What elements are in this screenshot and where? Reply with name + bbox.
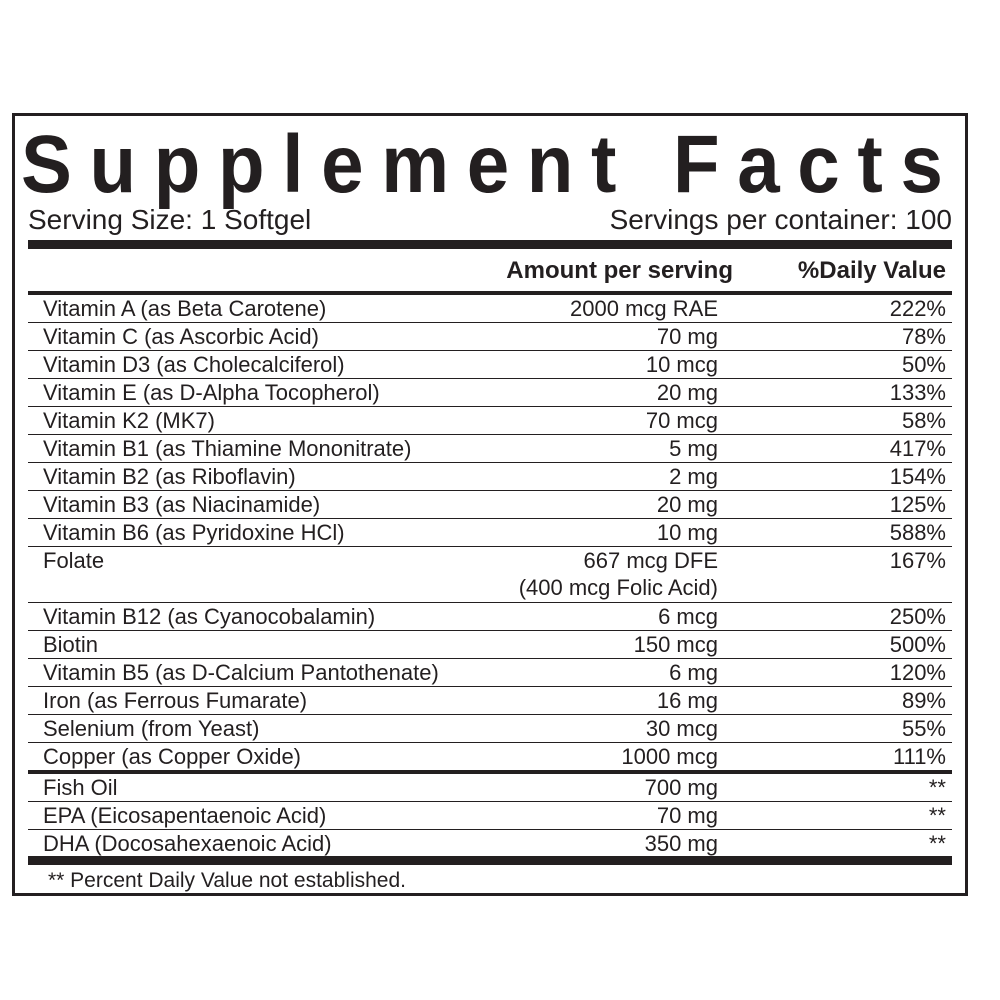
- nutrient-name: Vitamin B2 (as Riboflavin): [43, 464, 296, 489]
- nutrient-amount: 10 mg: [656, 520, 718, 545]
- nutrient-name: Fish Oil: [43, 775, 118, 800]
- table-row: [28, 631, 952, 659]
- nutrient-daily-value: 78%: [901, 324, 946, 349]
- nutrient-name: Iron (as Ferrous Fumarate): [43, 688, 308, 713]
- nutrient-daily-value: 133%: [889, 380, 946, 405]
- table-row: [28, 323, 952, 351]
- table-row: [28, 715, 952, 743]
- nutrient-amount-detail: (400 mcg Folic Acid): [518, 575, 718, 600]
- nutrient-daily-value: 89%: [901, 688, 946, 713]
- daily-value-column-header: %Daily Value: [797, 257, 946, 284]
- nutrient-amount: 20 mg: [656, 380, 718, 405]
- nutrient-daily-value: 55%: [901, 716, 946, 741]
- table-row: [28, 435, 952, 463]
- column-header-row: [28, 255, 952, 287]
- nutrient-amount: 70 mg: [656, 324, 718, 349]
- nutrient-name: Vitamin B12 (as Cyanocobalamin): [43, 604, 376, 629]
- nutrient-daily-value: 222%: [889, 296, 946, 321]
- nutrient-amount: 350 mg: [644, 831, 718, 856]
- footnote: ** Percent Daily Value not established.: [48, 869, 406, 892]
- nutrient-name: Vitamin B5 (as D-Calcium Pantothenate): [43, 660, 439, 685]
- nutrient-name: Vitamin B6 (as Pyridoxine HCl): [43, 520, 345, 545]
- nutrient-amount: 667 mcg DFE: [583, 548, 718, 573]
- table-row: [28, 379, 952, 407]
- nutrient-amount: 70 mcg: [645, 408, 718, 433]
- nutrient-daily-value: 58%: [901, 408, 946, 433]
- bottom-divider-bar: [28, 856, 952, 865]
- table-row: [28, 830, 952, 858]
- table-row: [28, 491, 952, 519]
- nutrient-name: Vitamin D3 (as Cholecalciferol): [43, 352, 345, 377]
- table-row: [28, 463, 952, 491]
- table-row: [28, 802, 952, 830]
- nutrient-daily-value: 167%: [889, 548, 946, 573]
- table-row: [28, 351, 952, 379]
- nutrient-name: Vitamin B3 (as Niacinamide): [43, 492, 321, 517]
- nutrient-daily-value: 417%: [889, 436, 946, 461]
- nutrient-daily-value: 500%: [889, 632, 946, 657]
- nutrient-table: [28, 295, 952, 858]
- nutrient-amount: 16 mg: [656, 688, 718, 713]
- nutrient-amount: 2000 mcg RAE: [570, 296, 718, 321]
- nutrient-name: EPA (Eicosapentaenoic Acid): [43, 803, 327, 828]
- serving-info: [28, 202, 952, 238]
- table-row: [28, 519, 952, 547]
- nutrient-amount: 700 mg: [644, 775, 718, 800]
- supplement-facts-panel: [12, 113, 968, 896]
- nutrient-daily-value: 50%: [901, 352, 946, 377]
- nutrient-amount: 2 mg: [669, 464, 718, 489]
- nutrient-daily-value: 120%: [889, 660, 946, 685]
- nutrient-name: Copper (as Copper Oxide): [43, 744, 302, 769]
- table-row: [28, 295, 952, 323]
- nutrient-amount: 5 mg: [669, 436, 718, 461]
- table-row: [28, 774, 952, 802]
- nutrient-amount: 70 mg: [656, 803, 718, 828]
- nutrient-name: Vitamin A (as Beta Carotene): [43, 296, 327, 321]
- table-row: [28, 687, 952, 715]
- table-row: [28, 743, 952, 774]
- nutrient-daily-value: 154%: [889, 464, 946, 489]
- panel-title: Supplement Facts: [21, 119, 961, 210]
- nutrient-daily-value: 250%: [889, 604, 946, 629]
- nutrient-amount: 30 mcg: [645, 716, 718, 741]
- amount-column-header: Amount per serving: [506, 257, 733, 284]
- nutrient-name: Folate: [43, 548, 105, 573]
- nutrient-name: Vitamin K2 (MK7): [43, 408, 215, 433]
- serving-size: Serving Size: 1 Softgel: [28, 204, 312, 235]
- nutrient-amount: 10 mcg: [645, 352, 718, 377]
- nutrient-name: DHA (Docosahexaenoic Acid): [43, 831, 332, 856]
- nutrient-daily-value: 588%: [889, 520, 946, 545]
- nutrient-amount: 1000 mcg: [621, 744, 718, 769]
- nutrient-name: Vitamin E (as D-Alpha Tocopherol): [43, 380, 380, 405]
- nutrient-amount: 150 mcg: [633, 632, 718, 657]
- table-row: [28, 603, 952, 631]
- top-divider-bar: [28, 240, 952, 249]
- nutrient-amount: 6 mg: [669, 660, 718, 685]
- table-row: [28, 547, 952, 603]
- nutrient-daily-value: **: [928, 803, 946, 828]
- nutrient-daily-value: 125%: [889, 492, 946, 517]
- nutrient-daily-value: **: [928, 831, 946, 856]
- servings-per-container: Servings per container: 100: [609, 204, 952, 235]
- nutrient-daily-value: 111%: [892, 744, 946, 769]
- table-row: [28, 407, 952, 435]
- nutrient-amount: 20 mg: [656, 492, 718, 517]
- nutrient-name: Biotin: [43, 632, 99, 657]
- nutrient-amount: 6 mcg: [658, 604, 718, 629]
- nutrient-name: Vitamin C (as Ascorbic Acid): [43, 324, 319, 349]
- nutrient-daily-value: **: [928, 775, 946, 800]
- nutrient-name: Vitamin B1 (as Thiamine Mononitrate): [43, 436, 412, 461]
- table-row: [28, 659, 952, 687]
- nutrient-name: Selenium (from Yeast): [43, 716, 260, 741]
